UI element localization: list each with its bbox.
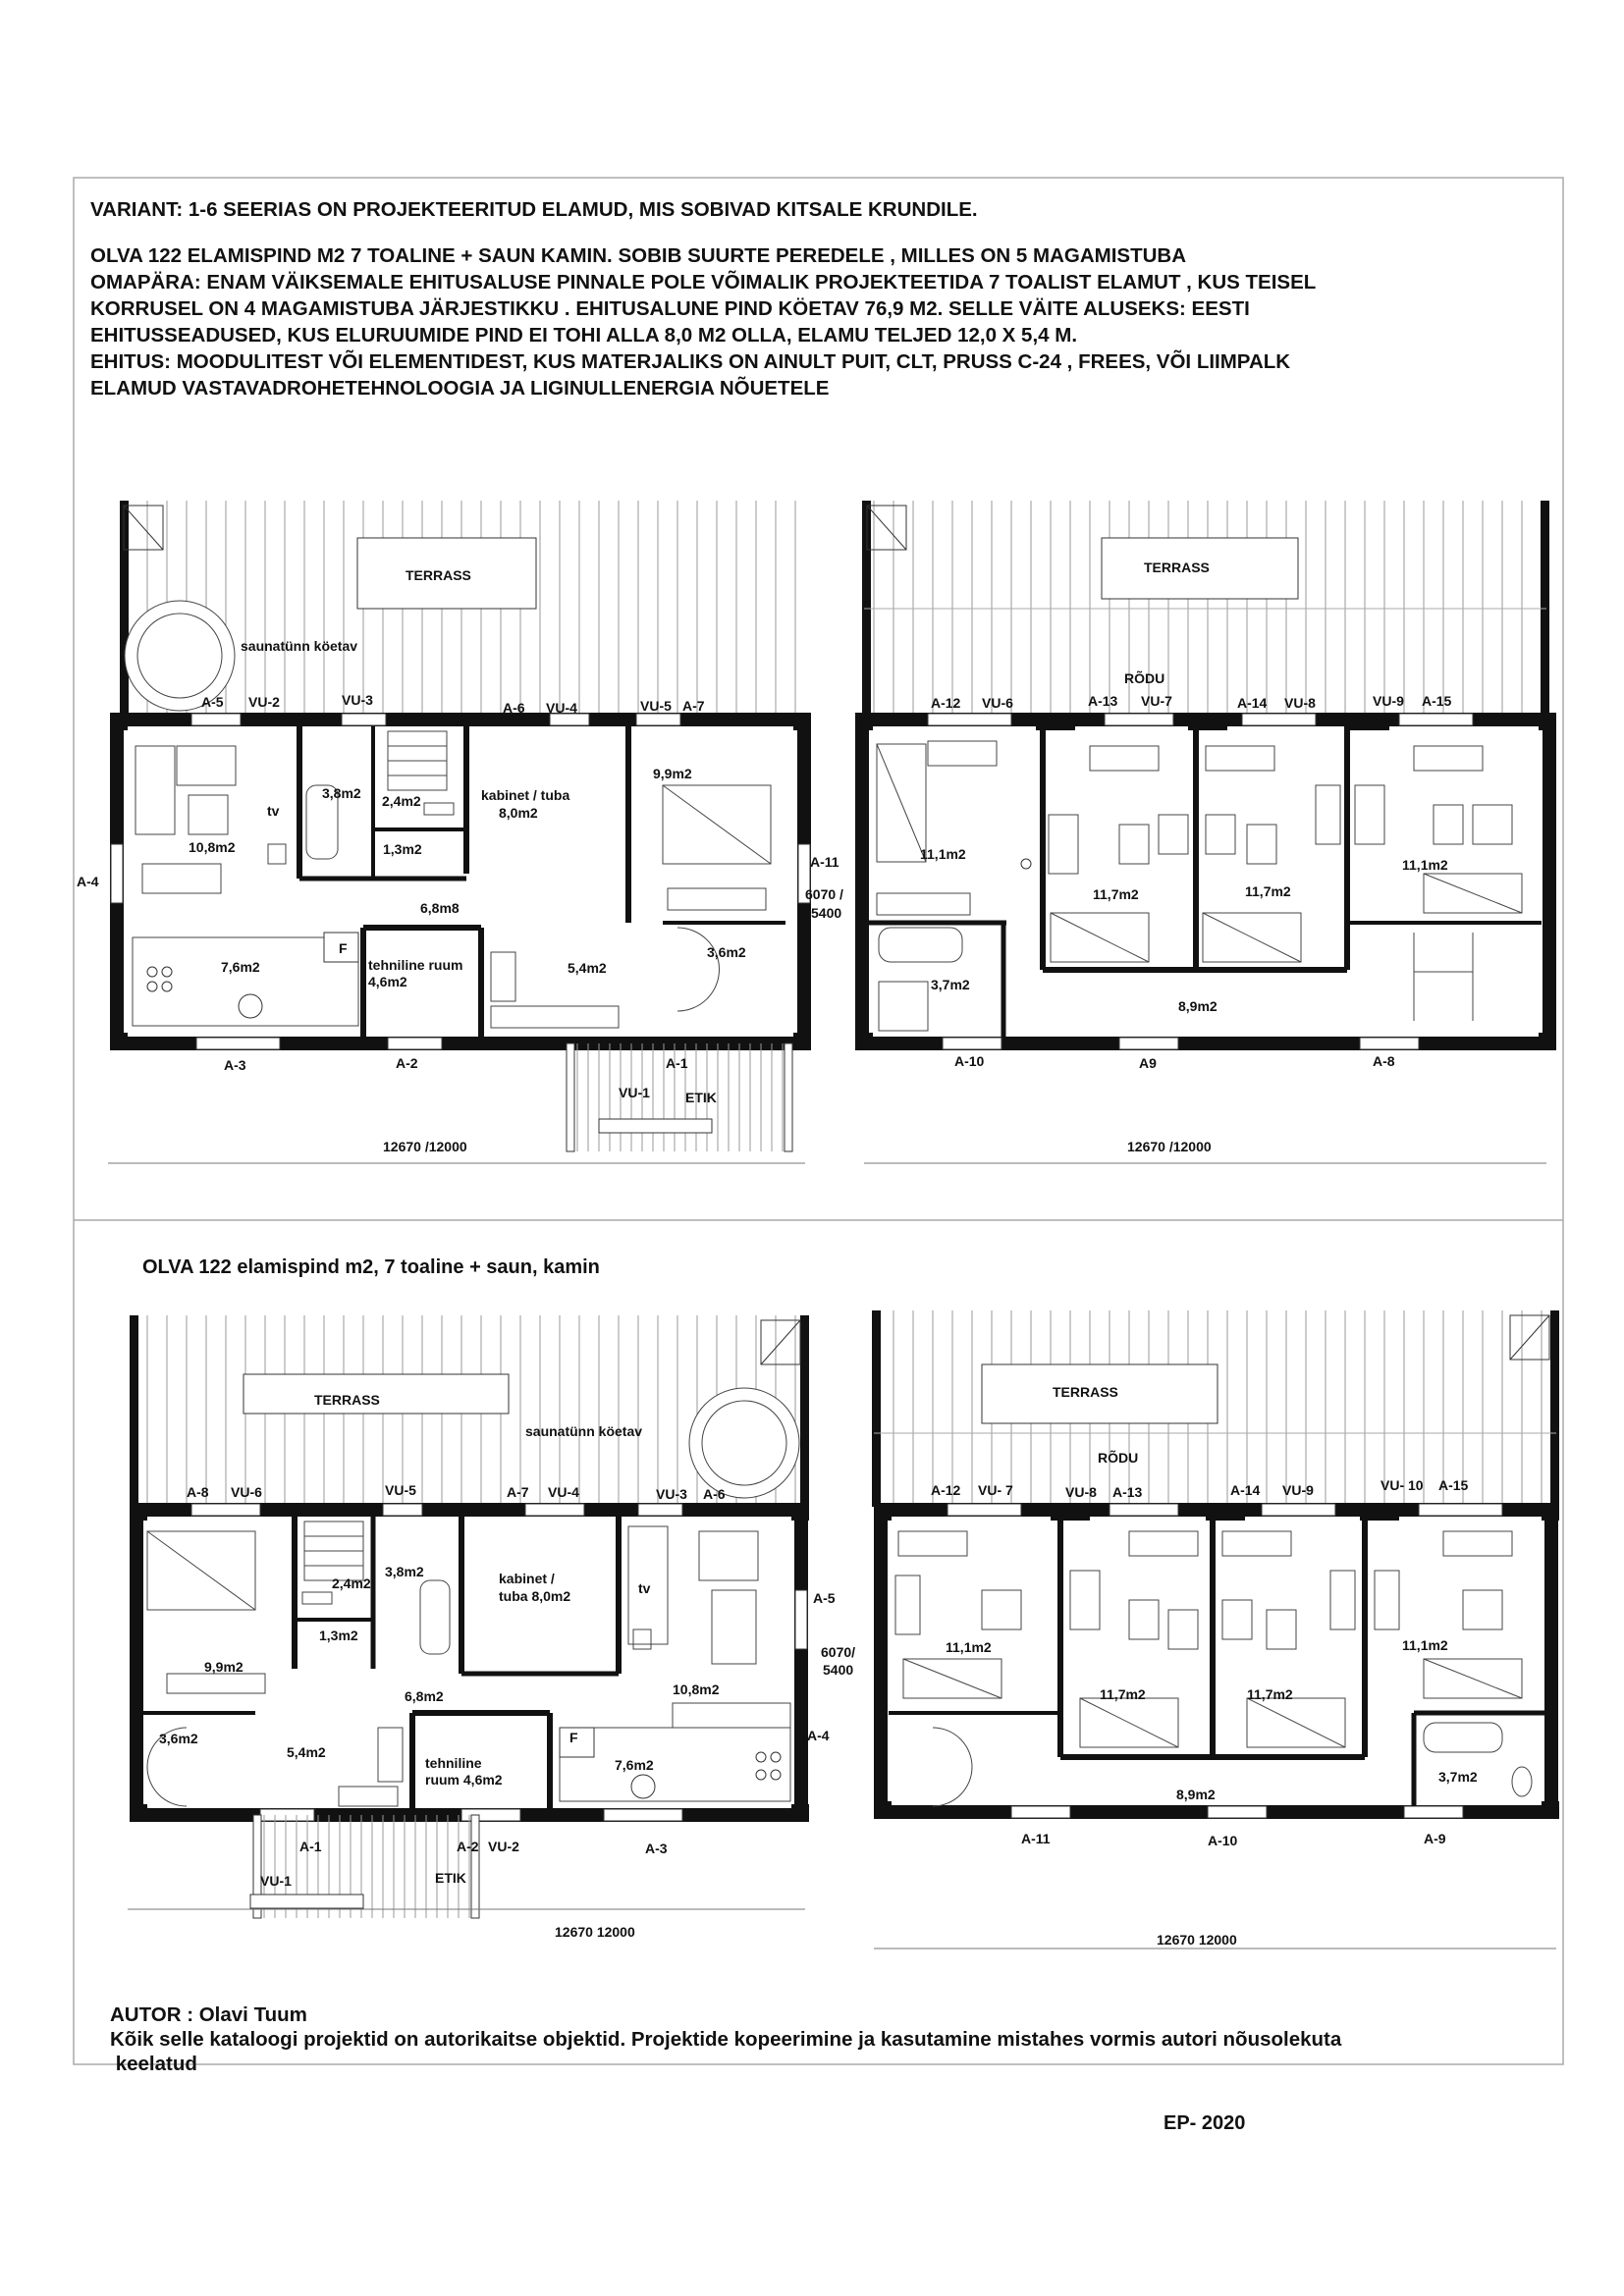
window-tag: A-15 xyxy=(1438,1477,1469,1493)
sauna-tub-label: saunatünn köetav xyxy=(525,1423,643,1439)
copyright-notice: Kõik selle kataloogi projektid on autorikaitse objektid. Projektide kopeerimine ja kasutamine mistahes vormis autori nõusolekuta xyxy=(110,2028,1342,2051)
window-tag: A-5 xyxy=(813,1590,836,1606)
window-tag: A-4 xyxy=(807,1728,830,1743)
fridge-label: F xyxy=(339,940,348,956)
door-tag: VU-6 xyxy=(982,695,1013,711)
room-area-office: 8,0m2 xyxy=(499,805,538,821)
room-area-bedroom: 11,7m2 xyxy=(1247,1686,1293,1702)
room-area-bath: 3,8m2 xyxy=(385,1564,424,1579)
room-area-bedroom: 11,7m2 xyxy=(1100,1686,1146,1702)
window-tag: A-7 xyxy=(507,1484,529,1500)
door-tag: VU-3 xyxy=(656,1486,687,1502)
room-area-stair: 2,4m2 xyxy=(382,793,421,809)
room-area-technical: 4,6m2 xyxy=(368,974,407,989)
window-tag: A-7 xyxy=(682,698,705,714)
window-tag: A-2 xyxy=(396,1055,418,1071)
width-dimension: 12670 12000 xyxy=(555,1924,635,1940)
plan-ground-floor-b xyxy=(128,1315,809,1918)
room-area-stair-2: 3,6m2 xyxy=(159,1731,198,1746)
room-area-hall: 8,9m2 xyxy=(1176,1787,1216,1802)
door-tag: VU-6 xyxy=(231,1484,262,1500)
terrace-label: TERRASS xyxy=(1053,1384,1118,1400)
room-label-technical: tehniline ruum xyxy=(368,957,463,973)
room-area-bedroom: 11,1m2 xyxy=(1402,1637,1448,1653)
document-code: EP- 2020 xyxy=(1164,2112,1246,2134)
door-tag: VU-3 xyxy=(342,692,373,708)
room-area-bedroom: 11,7m2 xyxy=(1245,883,1291,899)
window-tag: A-15 xyxy=(1422,693,1452,709)
terrace-label: TERRASS xyxy=(1144,560,1210,575)
window-tag: A-14 xyxy=(1230,1482,1261,1498)
description-line: EHITUSSEADUSED, KUS ELURUUMIDE PIND EI TOHI ALLA 8,0 M2 OLLA, ELAMU TELJED 12,0 X 5,4 M. xyxy=(90,324,1078,347)
room-area-stair-2: 3,6m2 xyxy=(707,944,746,960)
balcony-label: RÕDU xyxy=(1124,670,1165,686)
side-dimension: 6070 / xyxy=(805,886,843,902)
plan-upper-floor-b xyxy=(872,1310,1559,1949)
side-dimension: 5400 xyxy=(811,905,842,921)
window-tag: A-8 xyxy=(1373,1053,1395,1069)
door-tag: VU- 7 xyxy=(978,1482,1013,1498)
balcony-label: RÕDU xyxy=(1098,1450,1139,1466)
door-tag: VU-4 xyxy=(548,1484,579,1500)
window-tag: A-3 xyxy=(224,1057,246,1073)
window-tag: A-12 xyxy=(931,695,961,711)
door-tag: VU-1 xyxy=(260,1873,292,1889)
window-tag: A-13 xyxy=(1112,1484,1143,1500)
room-area-bedroom: 9,9m2 xyxy=(653,766,692,781)
window-tag: A-5 xyxy=(201,694,224,710)
room-area-living: 10,8m2 xyxy=(189,839,236,855)
description-line: KORRUSEL ON 4 MAGAMISTUBA JÄRJESTIKKU . EHITUSALUNE PIND KÖETAV 76,9 M2. SELLE VÄITE ALUSEKS: EESTI xyxy=(90,297,1250,320)
room-area-kitchen: 7,6m2 xyxy=(221,959,260,975)
window-tag: A-9 xyxy=(1424,1831,1446,1846)
room-area-stair: 2,4m2 xyxy=(332,1575,371,1591)
room-area-bedroom: 11,7m2 xyxy=(1093,886,1139,902)
width-dimension: 12670 12000 xyxy=(1157,1932,1237,1948)
side-dimension: 5400 xyxy=(823,1662,854,1678)
door-tag: VU-9 xyxy=(1282,1482,1314,1498)
door-tag: VU-5 xyxy=(640,698,672,714)
window-tag: A-3 xyxy=(645,1841,668,1856)
room-area-bath: 3,7m2 xyxy=(931,977,970,992)
room-area-hall: 6,8m8 xyxy=(420,900,460,916)
copyright-notice-end: keelatud xyxy=(110,2053,197,2075)
room-area-bedroom: 11,1m2 xyxy=(946,1639,992,1655)
room-area-bedroom: 11,1m2 xyxy=(1402,857,1448,873)
room-area-bedroom: 9,9m2 xyxy=(204,1659,244,1675)
description-block xyxy=(90,196,1543,401)
description-line: VARIANT: 1-6 SEERIAS ON PROJEKTEERITUD ELAMUD, MIS SOBIVAD KITSALE KRUNDILE. xyxy=(90,198,978,221)
width-dimension: 12670 /12000 xyxy=(383,1139,467,1154)
room-area-bedroom: 11,1m2 xyxy=(920,846,966,862)
sheet-frame xyxy=(74,178,1563,2064)
room-area-wc: 1,3m2 xyxy=(319,1628,358,1643)
room-area-kitchen: 7,6m2 xyxy=(615,1757,654,1773)
subtitle: OLVA 122 elamispind m2, 7 toaline + saun, kamin xyxy=(142,1256,600,1278)
door-tag: VU-2 xyxy=(248,694,280,710)
door-tag: VU-7 xyxy=(1141,693,1172,709)
room-area-entry: 5,4m2 xyxy=(568,960,607,976)
terrace-label: TERRASS xyxy=(406,567,471,583)
window-tag: A-6 xyxy=(703,1486,726,1502)
door-tag: VU-8 xyxy=(1284,695,1316,711)
window-tag: A-10 xyxy=(1208,1833,1238,1848)
description-line: OLVA 122 ELAMISPIND M2 7 TOALINE + SAUN KAMIN. SOBIB SUURTE PEREDELE , MILLES ON 5 MAGAMISTUBA xyxy=(90,244,1187,267)
room-area-entry: 5,4m2 xyxy=(287,1744,326,1760)
room-label-office-area: tuba 8,0m2 xyxy=(499,1588,571,1604)
description-line: OMAPÄRA: ENAM VÄIKSEMALE EHITUSALUSE PINNALE POLE VÕIMALIK PROJEKTEETIDA 7 TOALIST ELAMUT , KUS TEISEL xyxy=(90,271,1317,294)
porch-label: ETIK xyxy=(435,1870,466,1886)
window-tag: A-4 xyxy=(77,874,99,889)
door-tag: VU-5 xyxy=(385,1482,416,1498)
tv-label: tv xyxy=(267,803,280,819)
door-tag: VU-8 xyxy=(1065,1484,1097,1500)
porch-label: ETIK xyxy=(685,1090,717,1105)
footer-block xyxy=(110,2002,1341,2076)
sauna-tub-label: saunatünn köetav xyxy=(241,638,358,654)
description-spacer xyxy=(90,223,1543,242)
door-tag: VU-4 xyxy=(546,700,577,716)
tv-label: tv xyxy=(638,1580,651,1596)
window-tag: A-8 xyxy=(187,1484,209,1500)
door-tag: VU-9 xyxy=(1373,693,1404,709)
terrace-label: TERRASS xyxy=(314,1392,380,1408)
door-tag: VU- 10 xyxy=(1380,1477,1424,1493)
room-label-office: kabinet / xyxy=(499,1571,555,1586)
window-tag: A-11 xyxy=(810,854,839,870)
window-tag: A-11 xyxy=(1021,1831,1051,1846)
author-line: AUTOR : Olavi Tuum xyxy=(110,2003,307,2026)
room-label-office: kabinet / tuba xyxy=(481,787,570,803)
window-tag: A-6 xyxy=(503,700,525,716)
room-area-wc: 1,3m2 xyxy=(383,841,422,857)
fridge-label: F xyxy=(569,1730,578,1745)
room-area-bath: 3,7m2 xyxy=(1438,1769,1478,1785)
window-tag: A-1 xyxy=(299,1839,322,1854)
door-tag: VU-2 xyxy=(488,1839,519,1854)
room-area-bath: 3,8m2 xyxy=(322,785,361,801)
window-tag: A-10 xyxy=(954,1053,985,1069)
window-tag: A9 xyxy=(1139,1055,1157,1071)
room-area-living: 10,8m2 xyxy=(673,1682,720,1697)
description-line: EHITUS: MOODULITEST VÕI ELEMENTIDEST, KUS MATERJALIKS ON AINULT PUIT, CLT, PRUSS C-24 , FREES, VÕI LIIMPALK xyxy=(90,350,1291,373)
description-line: ELAMUD VASTAVADROHETEHNOLOOGIA JA LIGINULLENERGIA NÕUETELE xyxy=(90,377,830,400)
width-dimension: 12670 /12000 xyxy=(1127,1139,1212,1154)
room-label-technical: tehniline xyxy=(425,1755,482,1771)
window-tag: A-13 xyxy=(1088,693,1118,709)
window-tag: A-12 xyxy=(931,1482,961,1498)
plan-ground-floor-a xyxy=(108,501,811,1163)
door-tag: VU-1 xyxy=(619,1085,650,1100)
room-area-technical: ruum 4,6m2 xyxy=(425,1772,503,1788)
window-tag: A-2 xyxy=(457,1839,479,1854)
side-dimension: 6070/ xyxy=(821,1644,856,1660)
window-tag: A-1 xyxy=(666,1055,688,1071)
window-tag: A-14 xyxy=(1237,695,1268,711)
room-area-hall: 8,9m2 xyxy=(1178,998,1218,1014)
room-area-hall: 6,8m2 xyxy=(405,1688,444,1704)
